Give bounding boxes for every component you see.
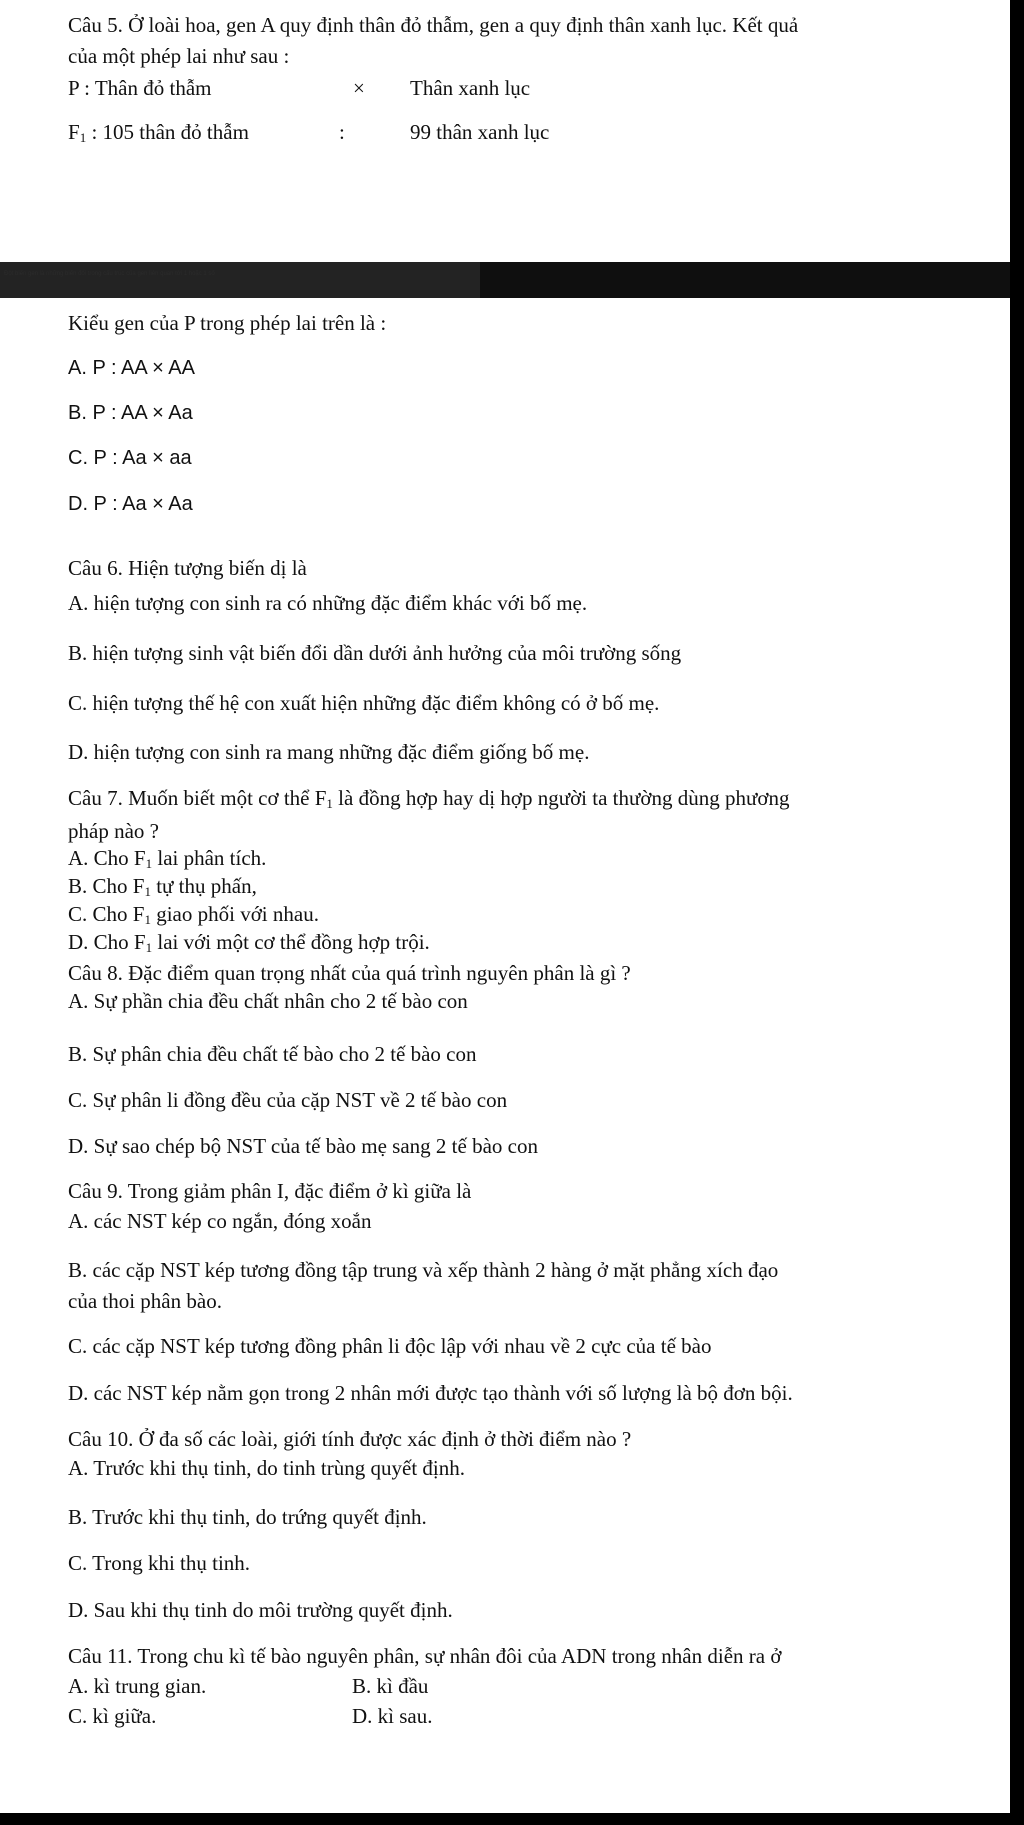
q5-p-cross: ×: [353, 76, 365, 100]
q5-f1-left-text: : 105 thân đỏ thẫm: [86, 120, 249, 144]
q5-f1-left: [68, 119, 249, 145]
band-caption: Đột biến gen là những biến đổi trong cấu trúc của gen liên quan tới 1 hoặc 1 số: [4, 271, 215, 277]
q6-option-a: A. hiện tượng con sinh ra có những đặc điểm khác với bố mẹ.: [68, 591, 588, 615]
q6-option-c: C. hiện tượng thế hệ con xuất hiện những đặc điểm không có ở bố mẹ.: [68, 691, 660, 715]
q5-f1-right: 99 thân xanh lục: [410, 120, 550, 144]
q5-option-c: [68, 444, 192, 471]
q10-option-a: A. Trước khi thụ tinh, do tinh trùng quyết định.: [68, 1456, 466, 1480]
right-border: [1010, 0, 1024, 1825]
q5-intro-line-1: Câu 5. Ở loài hoa, gen A quy định thân đỏ thẫm, gen a quy định thân xanh lục. Kết quả: [68, 13, 799, 37]
q5-option-c-text: C. P : Aa × aa: [68, 447, 192, 469]
q5-option-b-text: B. P : AA × Aa: [68, 402, 193, 424]
q7-option-d-post: lai với một cơ thể đồng hợp trội.: [152, 930, 430, 954]
q7-option-c-sub: 1: [144, 912, 151, 927]
q7-option-d-sub: 1: [145, 940, 153, 955]
q5-f1-prefix: F: [68, 120, 80, 144]
q7-option-a-sub: 1: [145, 856, 153, 871]
q8-option-b: B. Sự phân chia đều chất tế bào cho 2 tế bào con: [68, 1042, 477, 1066]
q7-stem-a: Câu 7. Muốn biết một cơ thể F: [68, 786, 327, 810]
q9-stem: Câu 9. Trong giảm phân I, đặc điểm ở kì giữa là: [68, 1179, 472, 1203]
q7-stem-sub: 1: [326, 796, 333, 811]
q6-option-b: B. hiện tượng sinh vật biến đổi dần dưới ảnh hưởng của môi trường sống: [68, 641, 682, 665]
q5-p-label: P : Thân đỏ thẫm: [68, 76, 212, 100]
q5-p-right: Thân xanh lục: [410, 76, 531, 100]
q9-option-d: D. các NST kép nằm gọn trong 2 nhân mới được tạo thành với số lượng là bộ đơn bội.: [68, 1381, 793, 1405]
q8-stem: Câu 8. Đặc điểm quan trọng nhất của quá trình nguyên phân là gì ?: [68, 961, 631, 985]
q7-option-c: [68, 901, 319, 927]
q5-option-d: [68, 490, 193, 517]
bottom-border: [0, 1813, 1024, 1825]
q7-option-c-pre: C. Cho F: [68, 902, 145, 926]
q7-option-b-pre: B. Cho F: [68, 874, 145, 898]
q5-option-a-text: A. P : AA × AA: [68, 357, 195, 379]
q10-option-c: C. Trong khi thụ tinh.: [68, 1551, 251, 1575]
q5-option-d-text: D. P : Aa × Aa: [68, 493, 193, 515]
q8-option-c: C. Sự phân li đồng đều của cặp NST về 2 tế bào con: [68, 1088, 508, 1112]
q7-option-b-post: tự thụ phấn,: [150, 874, 257, 898]
q10-option-d: D. Sau khi thụ tinh do môi trường quyết định.: [68, 1598, 453, 1622]
q6-stem: Câu 6. Hiện tượng biến dị là: [68, 556, 307, 580]
q10-stem: Câu 10. Ở đa số các loài, giới tính được xác định ở thời điểm nào ?: [68, 1427, 632, 1451]
q5-question: Kiểu gen của P trong phép lai trên là :: [68, 311, 387, 335]
q11-option-a: A. kì trung gian.: [68, 1674, 207, 1698]
q5-option-a: [68, 354, 195, 381]
q7-option-b-sub: 1: [144, 884, 151, 899]
dark-band-inner: [0, 262, 480, 298]
q7-option-a-post: lai phân tích.: [152, 846, 267, 870]
q7-stem-line-1: [68, 785, 789, 811]
q8-option-d: D. Sự sao chép bộ NST của tế bào mẹ sang 2 tế bào con: [68, 1134, 538, 1158]
q11-stem: Câu 11. Trong chu kì tế bào nguyên phân, sự nhân đôi của ADN trong nhân diễn ra ở: [68, 1644, 782, 1668]
q7-option-a-pre: A. Cho F: [68, 846, 146, 870]
q7-stem-b: là đồng hợp hay dị hợp người ta thường dùng phương: [332, 786, 790, 810]
q6-option-d: D. hiện tượng con sinh ra mang những đặc điểm giống bố mẹ.: [68, 740, 590, 764]
q7-option-d: [68, 929, 430, 955]
q5-option-b: [68, 399, 193, 426]
q10-option-b: B. Trước khi thụ tinh, do trứng quyết định.: [68, 1505, 427, 1529]
q7-option-c-post: giao phối với nhau.: [150, 902, 319, 926]
q11-option-c: C. kì giữa.: [68, 1704, 157, 1728]
q9-option-c: C. các cặp NST kép tương đồng phân li độc lập với nhau về 2 cực của tế bào: [68, 1334, 712, 1358]
q5-intro-line-2: của một phép lai như sau :: [68, 44, 290, 68]
q5-f1-colon: :: [339, 120, 345, 144]
q7-stem-line-2: pháp nào ?: [68, 819, 159, 843]
q11-option-b: B. kì đầu: [352, 1674, 429, 1698]
q9-option-b-line-2: của thoi phân bào.: [68, 1289, 222, 1313]
q5-f1-sub: 1: [79, 130, 87, 145]
q8-option-a: A. Sự phần chia đều chất nhân cho 2 tế bào con: [68, 989, 468, 1013]
q7-option-d-pre: D. Cho F: [68, 930, 146, 954]
q9-option-b-line-1: B. các cặp NST kép tương đồng tập trung và xếp thành 2 hàng ở mặt phẳng xích đạo: [68, 1258, 779, 1282]
q7-option-b: [68, 873, 257, 899]
q7-option-a: [68, 845, 266, 871]
q11-option-d: D. kì sau.: [352, 1704, 433, 1728]
q9-option-a: A. các NST kép co ngắn, đóng xoắn: [68, 1209, 372, 1233]
